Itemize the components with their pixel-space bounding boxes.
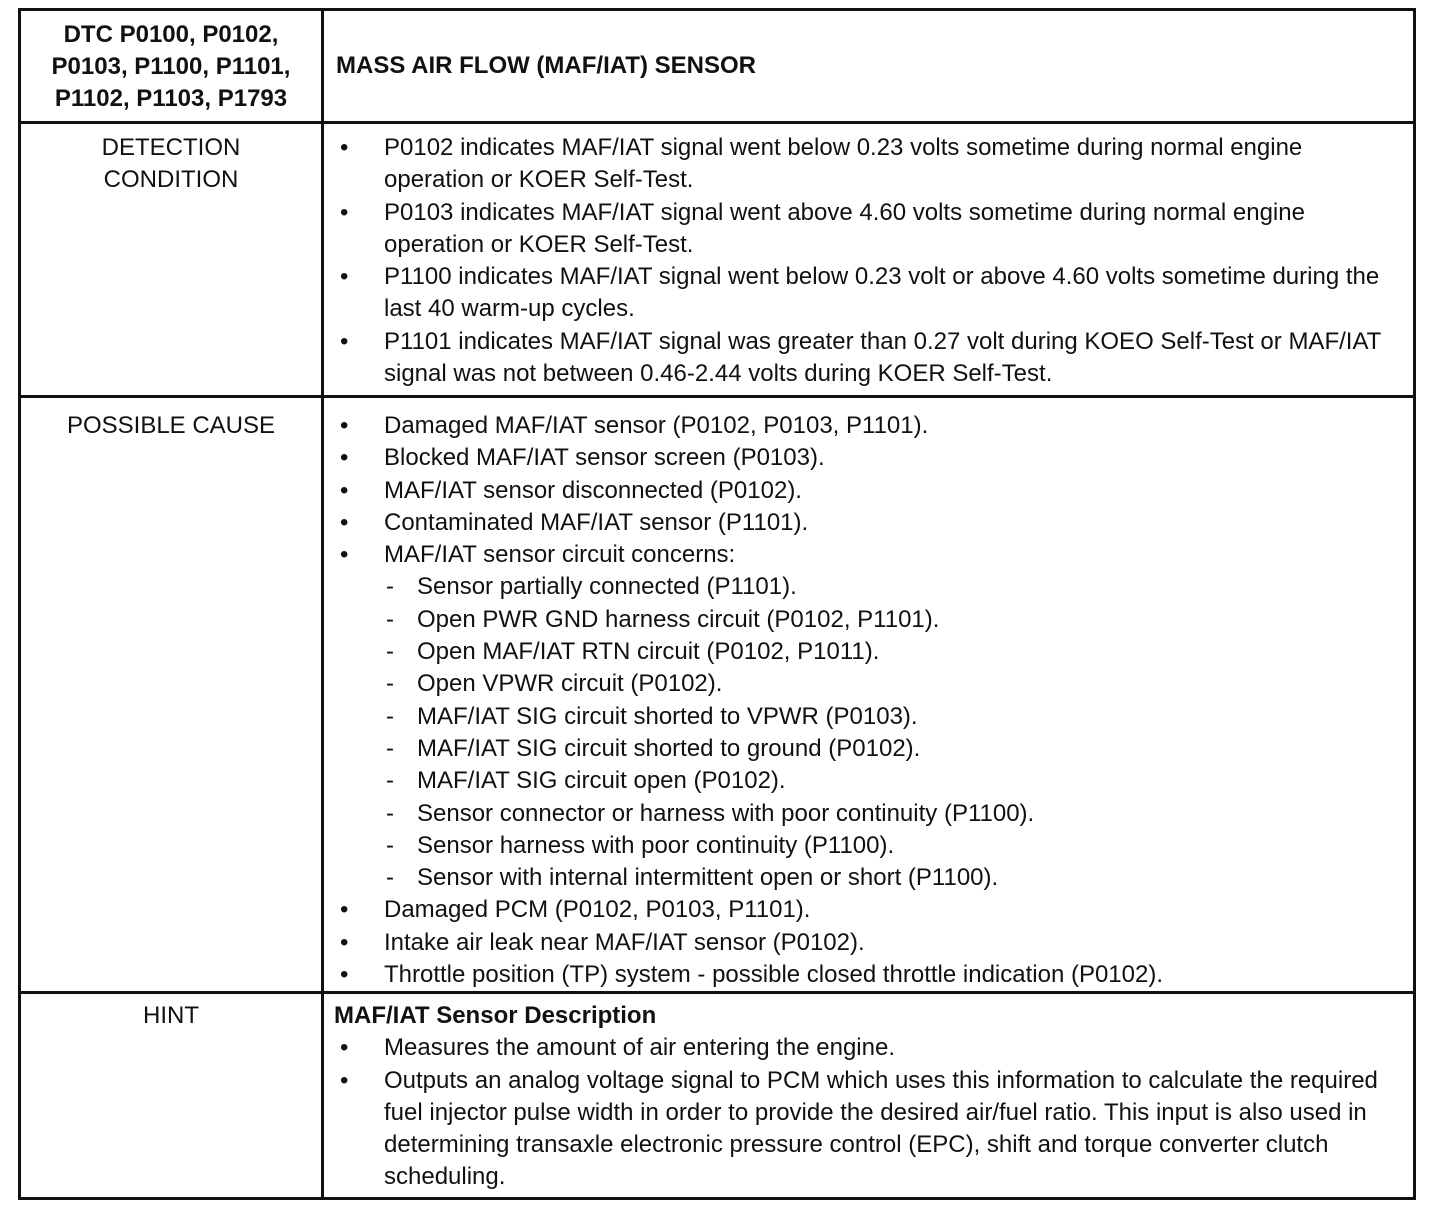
detection-content xyxy=(324,124,1413,395)
hint-content xyxy=(324,994,1413,1197)
cause-item: • Damaged PCM (P0102, P0103, P1101). xyxy=(324,894,1405,926)
hint-item: • Outputs an analog voltage signal to PCM which uses this information to calculate the required fuel injector pulse width in order to provide the desired air/fuel ratio. This input is also used in determining transaxle electronic pressure control (EPC), shift and torque converter clutch scheduling. xyxy=(324,1065,1403,1194)
detection-label: DETECTION CONDITION xyxy=(101,134,241,193)
dtc-table xyxy=(18,8,1416,1200)
sub-cause-item: - Sensor with internal intermittent open or short (P1100). xyxy=(384,862,1405,894)
sub-cause-item: - Open MAF/IAT RTN circuit (P0102, P1011). xyxy=(384,636,1405,668)
sub-cause-item: - Sensor partially connected (P1101). xyxy=(384,571,1405,603)
cause-item: • Blocked MAF/IAT sensor screen (P0103). xyxy=(324,442,1405,474)
possible-cause-content xyxy=(324,398,1413,991)
cause-item: • Damaged MAF/IAT sensor (P0102, P0103, P1101). xyxy=(324,410,1405,442)
detection-item: • P0103 indicates MAF/IAT signal went above 4.60 volts sometime during normal engine operation or KOER Self-Test. xyxy=(324,197,1405,262)
detection-list xyxy=(324,132,1405,390)
circuit-concerns-sublist xyxy=(384,571,1405,894)
cause-item: • Throttle position (TP) system - possible closed throttle indication (P0102). xyxy=(324,959,1405,991)
hint-item: • Measures the amount of air entering the engine. xyxy=(324,1032,1403,1064)
detection-item: • P0102 indicates MAF/IAT signal went below 0.23 volts sometime during normal engine operation or KOER Self-Test. xyxy=(324,132,1405,197)
sub-cause-item: - MAF/IAT SIG circuit shorted to ground (P0102). xyxy=(384,733,1405,765)
sub-cause-item: - MAF/IAT SIG circuit shorted to VPWR (P0103). xyxy=(384,701,1405,733)
title-cell xyxy=(324,11,1413,121)
sub-cause-item: - Sensor connector or harness with poor continuity (P1100). xyxy=(384,798,1405,830)
possible-cause-label: POSSIBLE CAUSE xyxy=(66,412,276,439)
hint-list xyxy=(324,1032,1403,1193)
hint-label: HINT xyxy=(143,1002,199,1029)
hint-subtitle: MAF/IAT Sensor Description xyxy=(334,1002,657,1029)
section-title: MASS AIR FLOW (MAF/IAT) SENSOR xyxy=(336,51,756,79)
sub-cause-item: - Open VPWR circuit (P0102). xyxy=(384,668,1405,700)
detection-row xyxy=(21,124,1413,398)
detection-item: • P1100 indicates MAF/IAT signal went below 0.23 volt or above 4.60 volts sometime during the last 40 warm-up cycles. xyxy=(324,261,1405,326)
dtc-label: DTC P0100, P0102, P0103, P1100, P1101, P1102, P1103, P1793 xyxy=(51,21,291,112)
cause-item: • Contaminated MAF/IAT sensor (P1101). xyxy=(324,507,1405,539)
detection-item: • P1101 indicates MAF/IAT signal was greater than 0.27 volt during KOEO Self-Test or MAF/IAT signal was not between 0.46-2.44 volts during KOER Self-Test. xyxy=(324,326,1405,391)
cause-item-circuit-concerns xyxy=(324,539,1405,894)
sub-cause-item: - MAF/IAT SIG circuit open (P0102). xyxy=(384,765,1405,797)
sub-cause-item: - Open PWR GND harness circuit (P0102, P1101). xyxy=(384,604,1405,636)
detection-label-cell xyxy=(21,124,324,395)
possible-cause-row xyxy=(21,398,1413,994)
hint-label-cell xyxy=(21,994,324,1197)
possible-cause-list xyxy=(324,410,1405,991)
hint-row xyxy=(21,994,1413,1197)
sub-cause-item: - Sensor harness with poor continuity (P1100). xyxy=(384,830,1405,862)
cause-item: • Intake air leak near MAF/IAT sensor (P0102). xyxy=(324,927,1405,959)
cause-item: • MAF/IAT sensor disconnected (P0102). xyxy=(324,475,1405,507)
dtc-label-cell xyxy=(21,11,324,121)
header-row xyxy=(21,11,1413,124)
possible-cause-label-cell xyxy=(21,398,324,991)
cause-item-text: MAF/IAT sensor circuit concerns: xyxy=(384,541,736,569)
